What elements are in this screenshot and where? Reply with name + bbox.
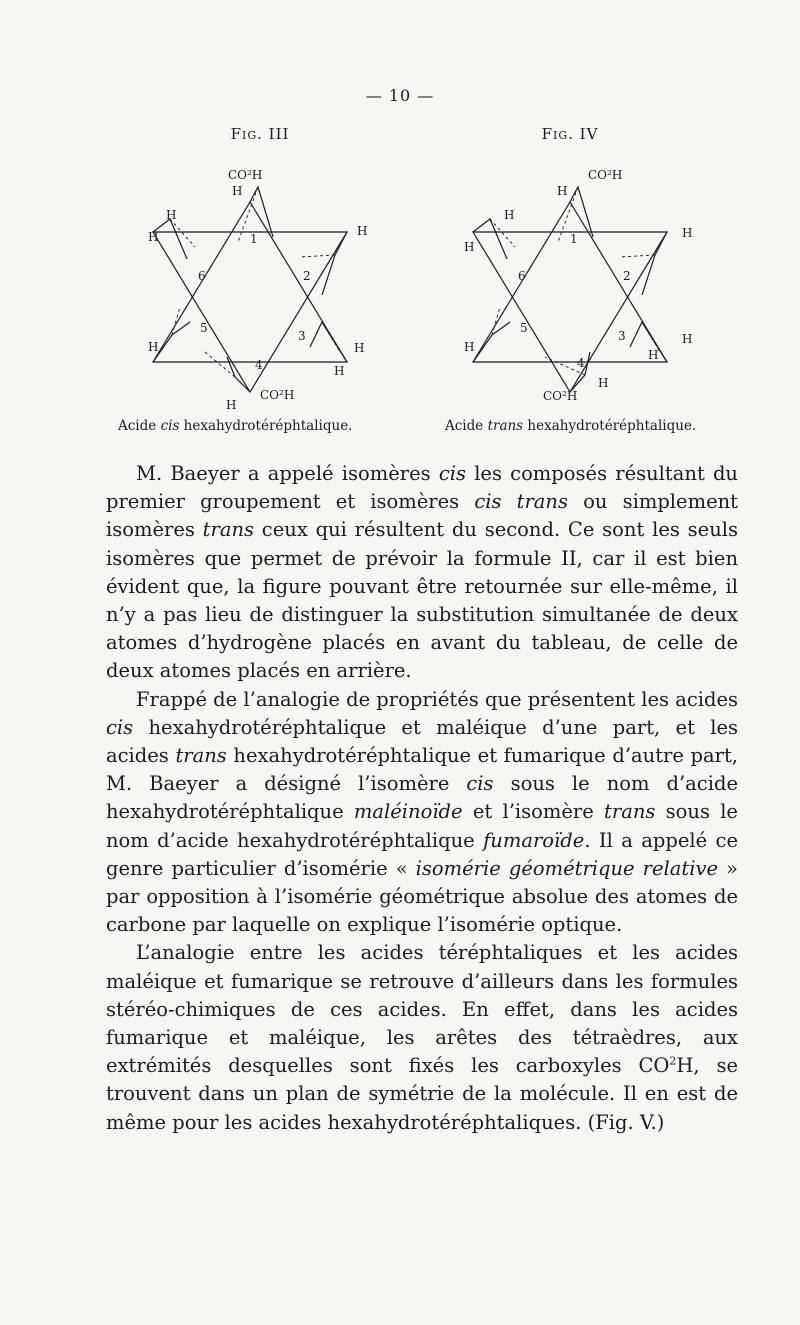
page-number: — 10 — (365, 86, 435, 105)
tetrahedron-upper-right (322, 232, 347, 295)
label-h-bottom: H (226, 398, 237, 412)
label-h-lower-right-1: H (682, 332, 693, 346)
tetrahedron-lower-left (153, 322, 190, 362)
ring-number-5: 5 (200, 321, 208, 335)
figure-title: Fig. III (230, 125, 290, 143)
ring-number-6: 6 (198, 269, 206, 283)
label-h-lower-right-2: H (334, 364, 345, 378)
upper-triangle (473, 202, 667, 362)
label-h-lower-left: H (464, 340, 475, 354)
label-h-upper-right: H (682, 226, 693, 240)
label-h-lower-right-2: H (648, 348, 659, 362)
tetrahedron-lower-right (310, 322, 347, 362)
figure-iii-caption: Acide cis hexahydrotéréphtalique. (118, 418, 353, 434)
tetrahedron-upper-left (473, 219, 507, 259)
body-text (106, 460, 738, 1137)
label-top: CO²H (228, 168, 263, 182)
ring-number-3: 3 (618, 329, 626, 343)
ring-number-2: 2 (623, 269, 631, 283)
ring-number-2: 2 (303, 269, 311, 283)
label-h-top: H (557, 184, 568, 198)
ring-number-5: 5 (520, 321, 528, 335)
lower-triangle (473, 232, 667, 392)
label-h-upper-left-2: H (148, 230, 159, 244)
label-h-lower-right-1: H (354, 341, 365, 355)
label-h-upper-left-1: H (166, 208, 177, 222)
ring-number-4: 4 (255, 358, 263, 372)
tetrahedron-upper-right (642, 232, 667, 295)
figure-iv (420, 125, 720, 412)
label-h-upper-left-2: H (464, 240, 475, 254)
figure-title: Fig. IV (541, 125, 599, 143)
label-h-lower-left: H (148, 340, 159, 354)
label-h-upper-right: H (357, 224, 368, 238)
tetrahedron-top (250, 187, 273, 237)
ring-number-4: 4 (577, 356, 585, 370)
paragraph-1: M. Baeyer a appelé isomères cis les composés résultant du premier groupement et isomères cis trans ou simplement isomères trans ceux qui résultent du second. Ce sont les seuls isomères que permet de prévoir la formule II, car il est bien évident que, la figure pouvant être retournée sur elle-même, il n’y a pas lieu de distinguer la substitution simultanée de deux atomes d’hydrogène placés en avant du tableau, de celle de deux atomes placés en arrière. (106, 462, 739, 683)
paragraph-2: Frappé de l’analogie de propriétés que présentent les acides cis hexahydrotéréphtalique et maléique d’une part, et les acides trans hexahydrotéréphtalique et fumarique d’autre part, M. Baeyer a désigné l’isomère cis sous le nom d’acide hexahydrotéréphtalique maléinoïde et l’isomère trans sous le nom d’acide hexahydrotéréphtalique fumaroïde. Il a appelé ce genre particulier d’isomérie « isomérie géométrique relative » par opposition à l’isomérie géométrique absolue des atomes de carbone par laquelle on explique l’isomérie optique. (106, 687, 739, 937)
tetrahedron-lower-left (473, 322, 510, 362)
ring-number-1: 1 (250, 232, 258, 246)
label-bottom: CO²H (543, 389, 578, 403)
figure-iii (110, 125, 410, 412)
figure-iv-caption: Acide trans hexahydrotéréphtalique. (445, 418, 697, 434)
label-top: CO²H (588, 168, 623, 182)
ring-number-1: 1 (570, 232, 578, 246)
hexagram-diagram-trans (420, 147, 720, 412)
upper-triangle (153, 202, 347, 362)
lower-triangle (153, 232, 347, 392)
label-h-top: H (232, 184, 243, 198)
ring-number-6: 6 (518, 269, 526, 283)
hexagram-diagram-cis (110, 147, 410, 412)
label-bottom: CO²H (260, 388, 295, 402)
paragraph-3: L’analogie entre les acides téréphtaliques et les acides maléique et fumarique se retrouve d’ailleurs dans les formules stéréo-chimiques de ces acides. En effet, dans les acides fumarique et maléique, les arêtes des tétraèdres, aux extrémités desquelles sont fixés les carboxyles $CO^2H$, se trouvent dans un plan de symétrie de la molécule. Il en est de même pour les acides hexahydrotéréphtaliques. (Fig. V.) (106, 941, 738, 1134)
ring-number-3: 3 (298, 329, 306, 343)
label-h-bottom: H (598, 376, 609, 390)
tetrahedron-top (570, 187, 593, 237)
label-h-upper-left-1: H (504, 208, 515, 222)
